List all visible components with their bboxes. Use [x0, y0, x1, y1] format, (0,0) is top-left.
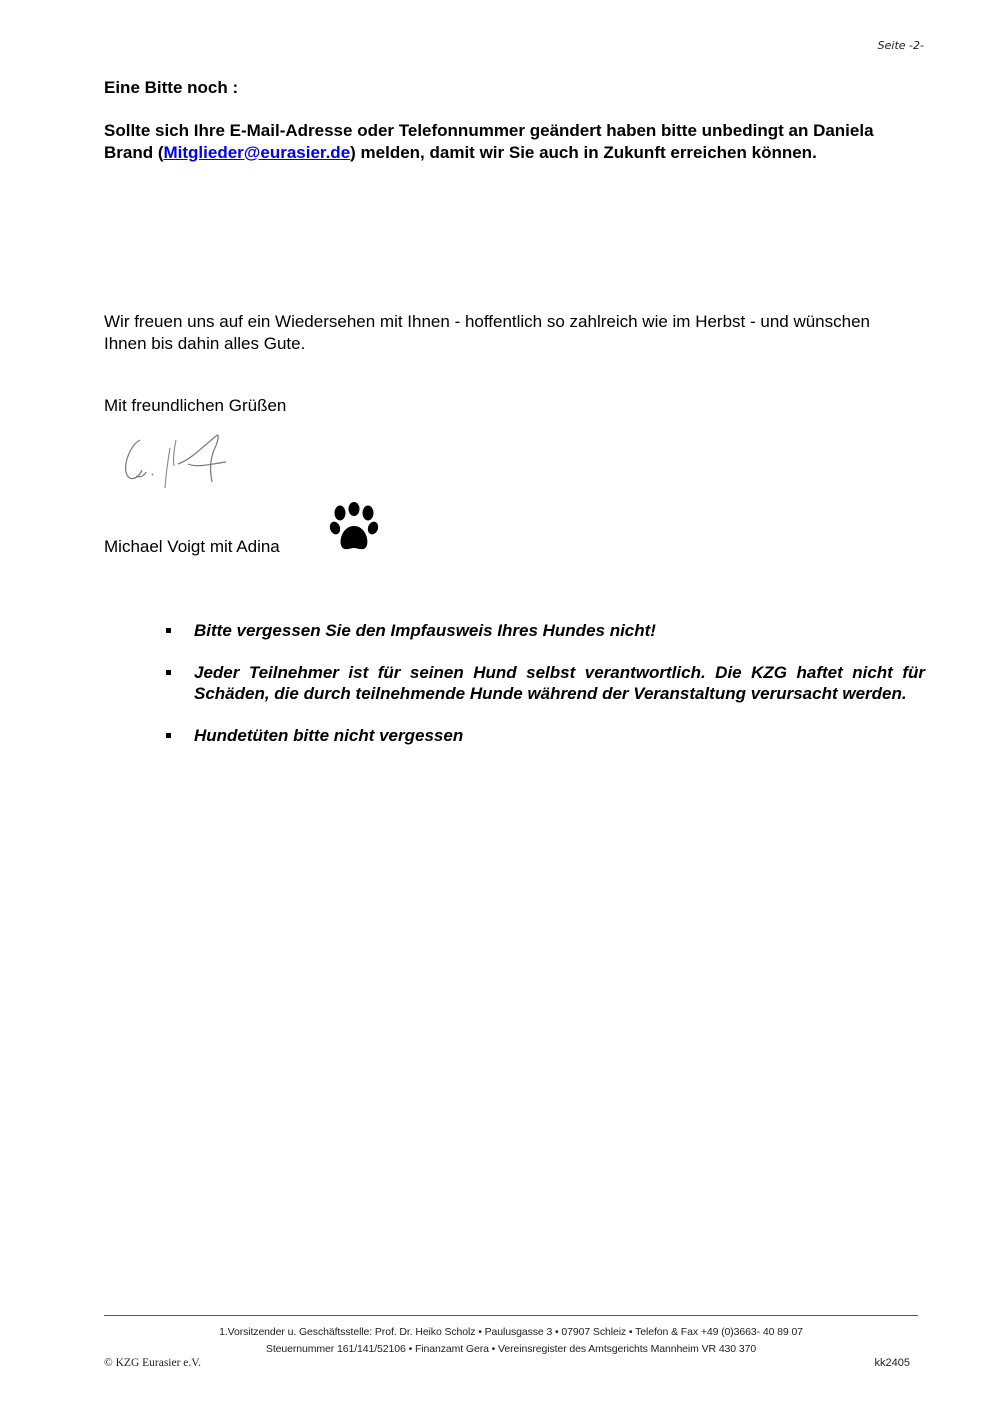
bullet-icon: [166, 628, 171, 633]
bullet-icon: [166, 733, 171, 738]
signer-name: Michael Voigt mit Adina: [104, 537, 280, 556]
paw-print-icon: [328, 502, 380, 554]
page-number: Seite -2-: [877, 39, 924, 52]
footer-registry: Steuernummer 161/141/52106 • Finanzamt Gera • Vereinsregister des Amtsgerichts Mannheim VR 430 370: [265, 1343, 757, 1355]
signature-image: [118, 426, 238, 494]
section-heading: Eine Bitte noch :: [104, 78, 239, 97]
note-text: Hundetüten bitte nicht vergessen: [194, 725, 464, 745]
list-item: [104, 725, 925, 747]
notice-text-after: ) melden, damit wir Sie auch in Zukunft erreichen können.: [350, 142, 817, 162]
list-item: [104, 620, 925, 642]
footer-divider: [104, 1315, 918, 1316]
closing-paragraph: Wir freuen uns auf ein Wiedersehen mit Ihnen - hoffentlich so zahlreich wie im Herbst - und wünschen Ihnen bis dahin alles Gute.: [104, 312, 871, 353]
greeting: Mit freundlichen Grüßen: [104, 396, 287, 415]
bullet-icon: [166, 670, 171, 675]
contact-update-notice: [104, 120, 904, 163]
footer-address: 1.Vorsitzender u. Geschäftsstelle: Prof. Dr. Heiko Scholz • Paulusgasse 3 • 07907 Schleiz • Telefon & Fax +49 (0)3663- 40 89 07: [219, 1326, 803, 1338]
footer-copyright: © KZG Eurasier e.V.: [104, 1357, 201, 1369]
notes-list: [104, 620, 925, 766]
note-text: Bitte vergessen Sie den Impfausweis Ihres Hundes nicht!: [194, 621, 656, 640]
note-text: Jeder Teilnehmer ist für seinen Hund selbst verantwortlich. Die KZG haftet nicht für Schäden, die durch teilnehmende Hunde während der Veranstaltung verursacht werden.: [194, 662, 925, 703]
footer-document-code: kk2405: [874, 1357, 910, 1369]
list-item: [104, 662, 925, 705]
notice-text-before: Sollte sich Ihre E-Mail-Adresse oder Telefonnummer geändert haben bitte unbedingt an Daniela Brand (: [104, 121, 874, 162]
email-link[interactable]: Mitglieder@eurasier.de: [163, 142, 351, 162]
